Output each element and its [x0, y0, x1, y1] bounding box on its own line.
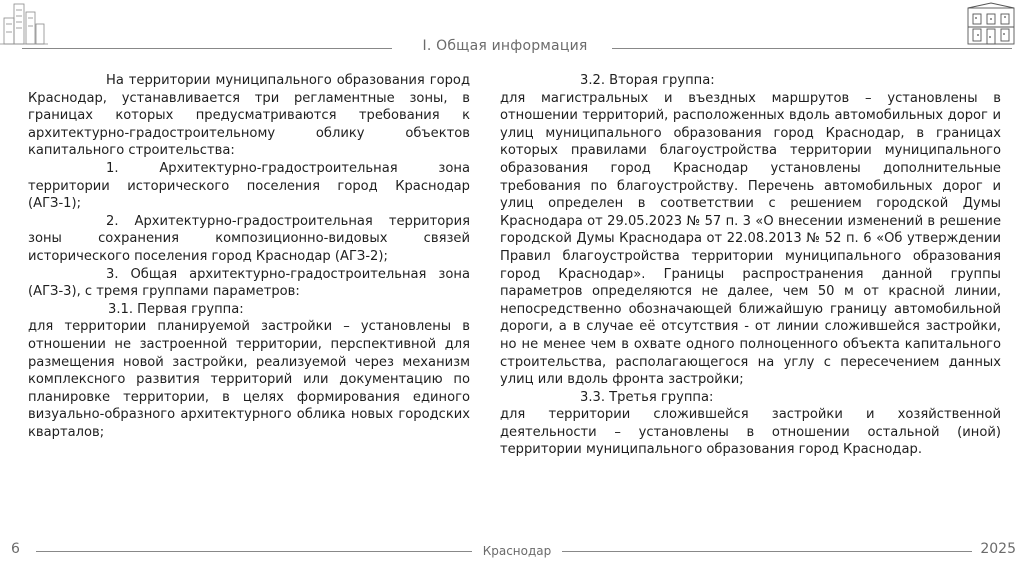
- header-divider-left: [22, 48, 392, 49]
- intro-paragraph: На территории муниципального образования город Краснодар, устанавливается три регламентные зоны, в границах которых предусматриваются требования к архитектурно-градостроительному облику объектов капитального строительства:: [28, 73, 470, 159]
- group-2-text: для магистральных и въездных маршрутов – установлены в отношении территорий, расположенных вдоль автомобильных дорог и улиц муниципального образования город Краснодар, в границах которых правилами благоустройства территории муниципального образования город Краснодар установлены дополнительные требования по благоустройству. Перечень автомобильных дорог и улиц определен в соответствии с решением городской Думы Краснодара от 29.05.2023 № 57 п. 3 «О внесении изменений в решение городской Думы Краснодара от 22.08.2013 № 52 п. 6 «Об утверждении Правил благоустройства территории муниципального образования город Краснодар». Границы распространения данной группы параметров определяются не далее, чем 50 м от красной линии, непосредственно обозначающей ближайшую границу автомобильной дороги, а в случае её отсутствия - от линии сложившейся застройки, но не менее чем в охвате одного полноценного объекта капитального строительства, располагающегося на углу с пересечением данных улиц или вдоль фронта застройки;: [500, 90, 1001, 388]
- group-1-heading: 3.1. Первая группа:: [108, 301, 244, 317]
- footer-city: Краснодар: [482, 544, 552, 558]
- footer-divider-left: [36, 551, 472, 552]
- zone-3-item: 3. Общая архитектурно-градостроительная зона (АГЗ-3), с тремя группами параметров:: [28, 266, 470, 300]
- zone-1-item: 1. Архитектурно-градостроительная зона территории исторического поселения город Краснодар (АГЗ-1);: [28, 160, 470, 212]
- group-1-text: для территории планируемой застройки – установлены в отношении не застроенной территории, перспективной для размещения новой застройки, реализуемой через механизм комплексного развития территорий или документацию по планировке территории, в целях формирования единого визуально-образного архитектурного облика новых городских кварталов;: [28, 319, 470, 440]
- header-divider-right: [612, 48, 1012, 49]
- page-number: 6: [11, 541, 20, 557]
- group-2-heading: 3.2. Вторая группа:: [580, 73, 715, 88]
- section-title: I. Общая информация: [422, 38, 588, 54]
- footer-divider-right: [562, 551, 972, 552]
- city-skyline-sketch-icon: [0, 0, 48, 46]
- architectural-facade-sketch-icon: [964, 2, 1018, 46]
- zone-2-item: 2. Архитектурно-градостроительная территория зоны сохранения композиционно-видовых связей исторического поселения город Краснодар (АГЗ-2);: [28, 213, 470, 264]
- footer-year: 2025: [980, 541, 1016, 557]
- group-3-text: для территории сложившейся застройки и хозяйственной деятельности – установлены в отношении остальной (иной) территории муниципального образования город Краснодар.: [500, 407, 1001, 458]
- left-text-column: [28, 72, 470, 441]
- right-text-column: [500, 72, 1001, 459]
- group-3-heading: 3.3. Третья группа:: [580, 389, 714, 405]
